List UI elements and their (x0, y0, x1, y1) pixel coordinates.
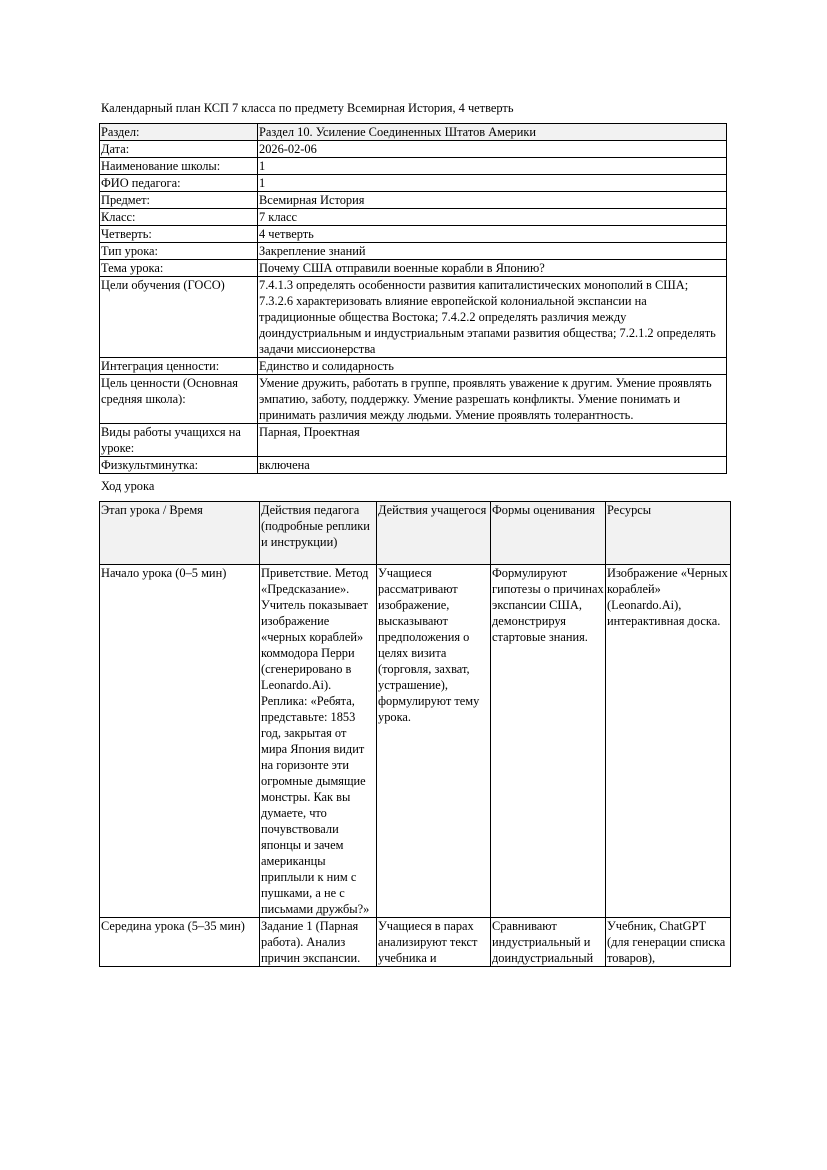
info-row (100, 358, 727, 375)
info-value: 7 класс (258, 209, 727, 226)
info-value: Раздел 10. Усиление Соединенных Штатов Америки (258, 124, 727, 141)
plan-cell-stage: Середина урока (5–35 мин) (100, 918, 260, 967)
document-title: Календарный план КСП 7 класса по предмету Всемирная История, 4 четверть (101, 101, 514, 115)
info-label: Класс: (100, 209, 258, 226)
info-value: Умение дружить, работать в группе, проявлять уважение к другим. Умение проявлять эмпатию, заботу, поддержку. Умение разрешать конфликты. Умение понимать и принимать различия между людьми. Умение проявлять толерантность. (258, 375, 727, 424)
info-row (100, 375, 727, 424)
lesson-info-table (99, 123, 727, 474)
plan-cell-teacher: Приветствие. Метод «Предсказание». Учитель показывает изображение «черных кораблей» коммодора Перри (сгенерировано в Leonardo.Ai). Реплика: «Ребята, представьте: 1853 год, закрытая от мира Япония видит на горизонте эти огромные дымящие монстры. Как вы думаете, что почувствовали японцы и зачем американцы приплыли к ним с пушками, а не с письмами дружбы?» (260, 565, 377, 918)
info-row (100, 424, 727, 457)
info-value: Почему США отправили военные корабли в Японию? (258, 260, 727, 277)
info-label: Цели обучения (ГОСО) (100, 277, 258, 358)
info-value: 1 (258, 158, 727, 175)
plan-cell-stage: Начало урока (0–5 мин) (100, 565, 260, 918)
plan-cell-assessment: Формулируют гипотезы о причинах экспансии США, демонстрируя стартовые знания. (491, 565, 606, 918)
info-label: Тема урока: (100, 260, 258, 277)
info-value: 4 четверть (258, 226, 727, 243)
plan-cell-teacher: Задание 1 (Парная работа). Анализ причин экспансии. (260, 918, 377, 967)
info-label: Раздел: (100, 124, 258, 141)
info-row (100, 209, 727, 226)
plan-cell-student: Учащиеся рассматривают изображение, высказывают предположения о целях визита (торговля, захват, устрашение), формулируют тему урока. (377, 565, 491, 918)
plan-cell-student: Учащиеся в парах анализируют текст учебника и (377, 918, 491, 967)
info-label: Виды работы учащихся на уроке: (100, 424, 258, 457)
plan-header-assessment: Формы оценивания (491, 502, 606, 565)
info-value: Единство и солидарность (258, 358, 727, 375)
info-row (100, 277, 727, 358)
info-label: ФИО педагога: (100, 175, 258, 192)
plan-header-row (100, 502, 731, 565)
info-label: Дата: (100, 141, 258, 158)
info-row (100, 243, 727, 260)
info-value: Парная, Проектная (258, 424, 727, 457)
plan-row-beginning (100, 565, 731, 918)
info-label: Четверть: (100, 226, 258, 243)
plan-row-middle (100, 918, 731, 967)
info-row (100, 141, 727, 158)
info-label: Предмет: (100, 192, 258, 209)
info-value: Всемирная История (258, 192, 727, 209)
plan-header-teacher: Действия педагога (подробные реплики и инструкции) (260, 502, 377, 565)
info-row (100, 158, 727, 175)
info-label: Тип урока: (100, 243, 258, 260)
section-heading: Ход урока (101, 479, 155, 493)
info-value: 1 (258, 175, 727, 192)
info-row (100, 124, 727, 141)
info-label: Наименование школы: (100, 158, 258, 175)
info-value: Закрепление знаний (258, 243, 727, 260)
info-value: 7.4.1.3 определять особенности развития капиталистических монополий в США; 7.3.2.6 характеризовать влияние европейской колониальной экспансии на традиционные общества Востока; 7.4.2.2 определять различия между доиндустриальным и индустриальным этапами развития общества; 7.2.1.2 определять задачи миссионерства (258, 277, 727, 358)
plan-header-student: Действия учащегося (377, 502, 491, 565)
plan-header-stage: Этап урока / Время (100, 502, 260, 565)
info-row (100, 260, 727, 277)
info-label: Интеграция ценности: (100, 358, 258, 375)
info-label: Цель ценности (Основная средняя школа): (100, 375, 258, 424)
info-label: Физкультминутка: (100, 457, 258, 474)
plan-cell-resources: Учебник, ChatGPT (для генерации списка товаров), (606, 918, 731, 967)
plan-cell-assessment: Сравнивают индустриальный и доиндустриальный (491, 918, 606, 967)
plan-header-resources: Ресурсы (606, 502, 731, 565)
info-row (100, 175, 727, 192)
lesson-plan-table (99, 501, 731, 967)
info-row (100, 457, 727, 474)
info-value: включена (258, 457, 727, 474)
info-row (100, 192, 727, 209)
plan-cell-resources: Изображение «Черных кораблей» (Leonardo.Ai), интерактивная доска. (606, 565, 731, 918)
info-row (100, 226, 727, 243)
info-value: 2026-02-06 (258, 141, 727, 158)
